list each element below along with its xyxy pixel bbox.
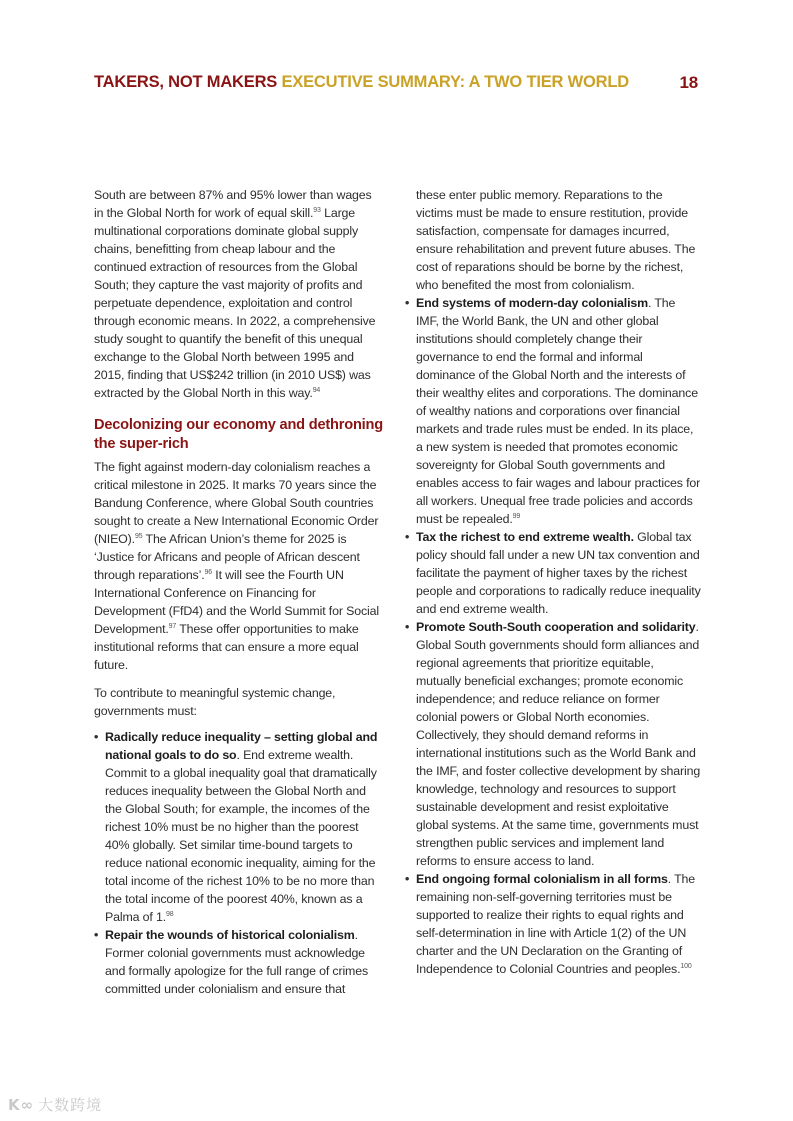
footnote-ref[interactable]: 94 (312, 387, 321, 394)
list-item-title: Radically reduce inequality – setting global and national goals to do so (105, 730, 378, 762)
running-header (94, 73, 700, 95)
list-item: • Repair the wounds of historical colonialism. Former colonial governments must acknowledge and formally apologize for the full range of crimes committed under colonialism and ensure that (94, 926, 384, 998)
watermark-logo-icon: K∞ (8, 1096, 35, 1114)
footnote-ref[interactable]: 96 (204, 569, 213, 576)
section-heading: Decolonizing our economy and dethroning the super-rich (94, 417, 383, 452)
right-column (405, 186, 701, 978)
list-item: • Radically reduce inequality – setting global and national goals to do so. End extreme wealth. Commit to a global inequality goal that dramatically reduces inequality between the Global North and the Global South; for example, the incomes of the richest 10% must be no higher than the poorest 40% globally. Set similar time-bound targets to reduce national economic inequality, aiming for the total income of the richest 10% to be no more than the total income of the poorest 40%, known as a Palma of 1.98 (94, 728, 384, 926)
footnote-ref[interactable]: 100 (680, 963, 692, 970)
footnote-ref[interactable]: 93 (313, 207, 321, 214)
list-item-title: End ongoing formal colonialism in all forms (416, 872, 668, 886)
list-item-title: Promote South-South cooperation and solidarity (416, 620, 696, 634)
footnote-ref[interactable]: 97 (168, 623, 177, 630)
list-item: • End ongoing formal colonialism in all forms. The remaining non-self-governing territories must be supported to realize their rights to equal rights and self-determination in line with Article 1(2) of the UN charter and the UN Declaration on the Granting of Independence to Colonial Countries and peoples.$^{100}$ (405, 870, 701, 978)
intro-paragraph: South are between 87% and 95% lower than wages in the Global North for work of equal skill.$^{93}$ Large multinational corporations dominate global supply chains, benefitting from cheap labour and the continued extraction of resources from the Global South; they capture the vast majority of profits and perpetuate dependence, exploitation and control through economic means. In 2022, a comprehensive study sought to quantify the benefit of this unequal exchange to the Global North between 1995 and 2015, finding that US$242 trillion (in 2010 US$) was extracted by the Global North in this way.$^{94}$ (94, 188, 376, 400)
recommendations-list (94, 728, 384, 998)
lead-in-paragraph: To contribute to meaningful systemic change, governments must: (94, 686, 336, 718)
footnote-ref[interactable]: 99 (512, 513, 521, 520)
footnote-ref[interactable]: 98 (166, 911, 174, 918)
watermark (8, 1094, 102, 1115)
list-item: • Tax the richest to end extreme wealth. Global tax policy should fall under a new UN tax convention and facilitate the payment of higher taxes by the richest people and corporations to radically reduce inequality and end extreme wealth. (405, 528, 701, 618)
section-title: EXECUTIVE SUMMARY: A TWO TIER WORLD (281, 73, 629, 91)
list-item: • Promote South-South cooperation and solidarity. Global South governments should form alliances and regional agreements that prioritize equitable, mutually beneficial exchanges; promote economic independence; and reduce reliance on former colonial powers or Global North economies. Collectively, they should demand reforms in international institutions such as the World Bank and the IMF, and foster collective development by sharing knowledge, technology and resources to support sustainable development and resist exploitative global systems. At the same time, governments must strengthen public services and implement land reforms to ensure access to land. (405, 618, 701, 870)
list-item-title: Repair the wounds of historical colonialism (105, 928, 355, 942)
list-item: • End systems of modern-day colonialism. The IMF, the World Bank, the UN and other global institutions should completely change their governance to end the formal and informal dominance of the Global North and the interests of their wealthy elites and corporations. The dominance of wealthy nations and corporations over financial markets and trade rules must be ended. In its place, a new system is needed that promotes economic sovereignty for Global South governments and enables access to fair wages and labour practices for all workers. Unequal free trade policies and accords must be repealed.$^{99}$ (405, 294, 701, 528)
footnote-ref[interactable]: 95 (134, 533, 143, 540)
watermark-text: 大数跨境 (38, 1096, 103, 1114)
body-paragraph: The fight against modern-day colonialism reaches a critical milestone in 2025. It marks 70 years since the Bandung Conference, where Global South countries sought to create a New International Economic Order (NIEO).$^{95}$ The African Union’s theme for 2025 is ‘Justice for Africans and people of African descent through reparations’.$^{96}$ It will see the Fourth UN International Conference on Financing for Development (FfD4) and the World Summit for Social Development.$^{97}$ These offer opportunities to make institutional reforms that can ensure a more equal future. (94, 460, 379, 672)
left-column (94, 186, 384, 998)
report-title: TAKERS, NOT MAKERS (94, 73, 278, 91)
recommendations-list-continued (405, 186, 701, 978)
list-item-continuation: these enter public memory. Reparations to the victims must be made to ensure restitution, provide satisfaction, compensate for damages incurred, ensure rehabilitation and prevent future abuses. The cost of reparations should be borne by the richest, who benefited the most from colonialism. (416, 188, 696, 292)
page-number: 18 (679, 73, 698, 92)
list-item-title: End systems of modern-day colonialism (416, 296, 648, 310)
list-item-title: Tax the richest to end extreme wealth. (416, 530, 634, 544)
